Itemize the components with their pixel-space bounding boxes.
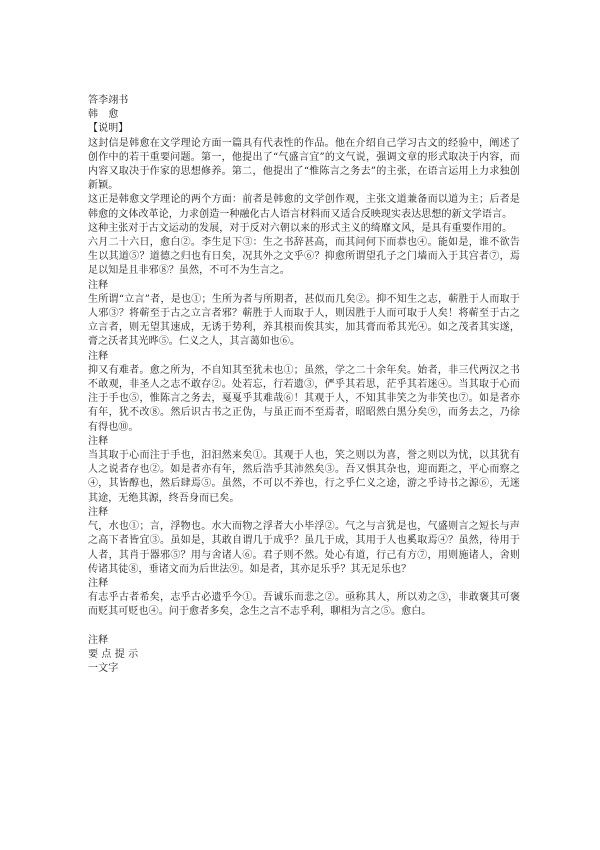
blank-line	[88, 620, 520, 634]
explanation-paragraph: 这正是韩愈文学理论的两个方面：前者是韩愈的文学创作观，主张文道兼备而以道为主；后者是韩愈的文体改革论，力求创造一种融化古人语言材料而又适合反映现实表达思想的新文学语言。	[88, 194, 520, 220]
text-paragraph: 六月二十六日，愈白②。李生足下③：生之书辞甚高，而其问何下而恭也④。能如是，谁不欲告生以其道⑤？道德之归也有日矣，况其外之文乎⑥？抑愈所谓望孔子之门墙而入于其宫者⑦，焉足以知是且非邪⑧？虽然，不可不为生言之。	[88, 237, 520, 277]
notes-label: 注释	[88, 350, 109, 362]
footer-notes-label: 注释	[88, 634, 109, 646]
text-paragraph: 抑又有难者。愈之所为，不自知其至犹未也①；虽然，学之二十余年矣。始者，非三代两汉之书不敢观，非圣人之志不敢存②。处若忘，行若遗③，俨乎其若思，茫乎其若迷④。当其取于心而注于手也⑤，惟陈言之务去，戛戛乎其难哉⑥！其观于人，不知其非笑之为非笑也⑦。如是者亦有年，犹不改⑧。然后识古书之正伪，与虽正而不至焉者，昭昭然白黑分矣⑨，而务去之，乃徐有得也⑩。	[88, 364, 520, 433]
key-point-item: 一文字	[88, 662, 119, 674]
explanation-heading: 【说明】	[88, 123, 129, 135]
notes-label: 注释	[88, 506, 109, 518]
notes-label: 注释	[88, 435, 109, 447]
notes-label: 注释	[88, 279, 109, 291]
notes-label: 注释	[88, 577, 109, 589]
document-author: 韩 愈	[88, 109, 119, 121]
document-page	[88, 94, 520, 676]
text-paragraph: 当其取于心而注于手也，汩汩然来矣①。其观于人也，笑之则以为喜，誉之则以为忧，以其犹有人之说者存也②。如是者亦有年，然后浩乎其沛然矣③。吾又惧其杂也，迎而距之，平心而察之④，其皆醇也，然后肆焉⑤。虽然，不可以不养也，行之乎仁义之途，游之乎诗书之源⑥，无迷其途，无绝其源，终吾身而已矣。	[88, 450, 520, 504]
explanation-paragraph: 这种主张对于古文运动的发展，对于反对六朝以来的形式主义的绮靡文风，是具有重要作用的。	[88, 222, 513, 234]
key-points-heading: 要 点 提 示	[88, 648, 139, 660]
text-paragraph: 生所谓“立言”者，是也①；生所为者与所期者，甚似而几矣②。抑不知生之志，蕲胜于人而取于人邪③？将蕲至于古之立言者邪？蕲胜于人而取于人，则因胜于人而可取于人矣！将蕲至于古之立言者，则无望其速成，无诱于势利，养其根而俟其实，加其膏而希其光④。如之茂者其实遂，膏之沃者其光晔⑤。仁义之人，其言蔼如也⑥。	[88, 293, 520, 348]
text-paragraph: 有志乎古者希矣，志乎古必遗乎今①。吾诚乐而悲之②。亟称其人，所以劝之③，非敢褒其可褒而贬其可贬也④。问于愈者多矣，念生之言不志乎利，聊相为言之⑤。愈白。	[88, 592, 520, 618]
explanation-paragraph: 这封信是韩愈在文学理论方面一篇具有代表性的作品。他在介绍自己学习古文的经验中，阐述了创作中的若干重要问题。第一，他提出了“气盛言宜”的文气说，强调文章的形式取决于内容，而内容又取决于作家的思想修养。第二，他提出了“惟陈言之务去”的主张，在语言运用上力求独创新颖。	[88, 137, 520, 192]
text-paragraph: 气，水也①；言，浮物也。水大而物之浮者大小毕浮②。气之与言犹是也，气盛则言之短长与声之高下者皆宜③。虽如是，其敢自谓几于成乎？虽几于成，其用于人也奚取焉④？虽然，待用于人者，其肖于器邪⑤？用与舍诸人⑥。君子则不然。处心有道，行己有方⑦，用则施诸人，舍则传诸其徒⑧，垂诸文而为后世法⑨。如是者，其亦足乐乎？其无足乐也？	[88, 521, 520, 575]
document-title: 答李翊书	[88, 95, 129, 106]
